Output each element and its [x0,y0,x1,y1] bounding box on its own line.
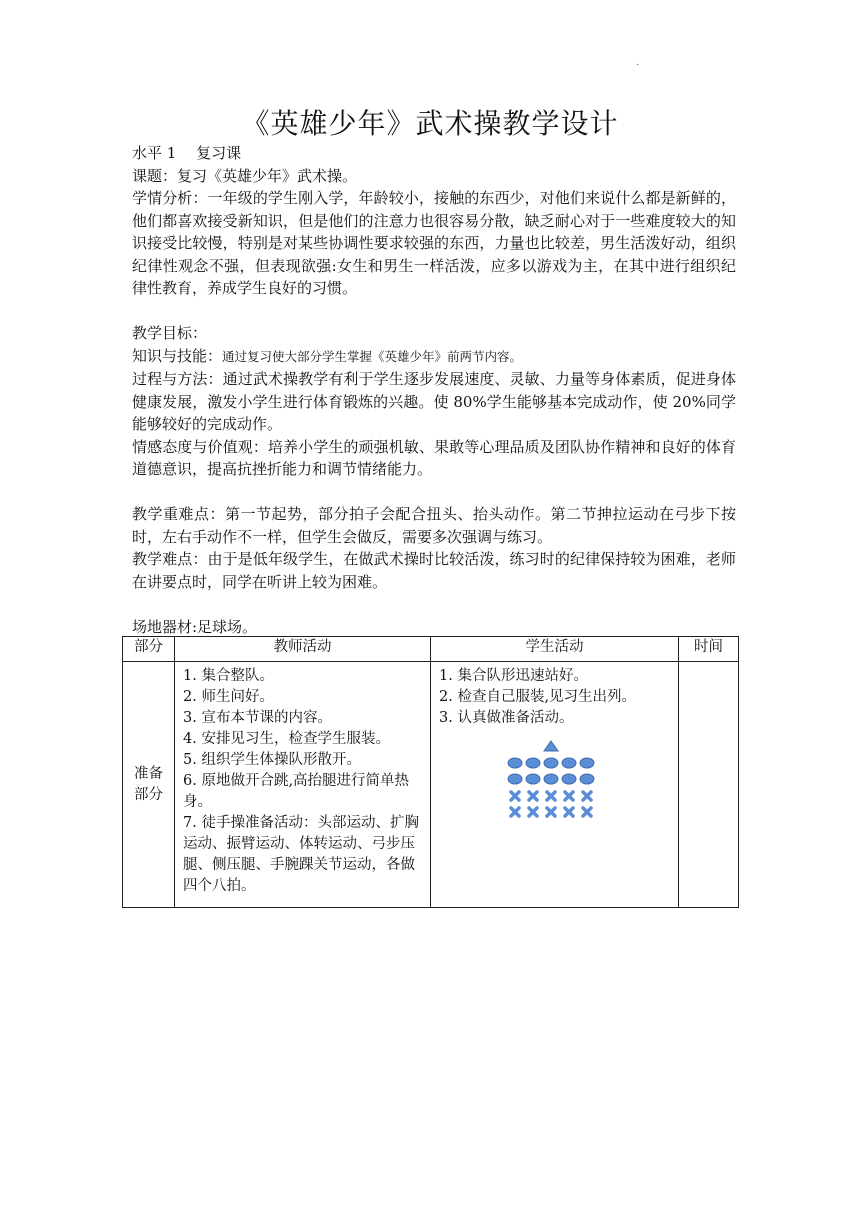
header-part: 部分 [123,637,175,662]
part-label-line2: 部分 [134,786,163,803]
student-cross-icon [547,808,555,816]
teacher-activity-item: 3. 宣布本节课的内容。 [183,710,332,726]
student-ellipse-icon [508,758,522,768]
student-ellipse-icon [562,774,576,784]
header-time: 时间 [679,637,739,662]
goal-emotion: 情感态度与价值观：培养小学生的顽强机敏、果敢等心理品质及团队协作精神和良好的体育道德意识，提高抗挫折能力和调节情绪能力。 [132,437,736,478]
venue-equipment: 场地器材:足球场。 [132,617,258,636]
teacher-activity-list [175,662,430,899]
student-activity-item: 3. 认真做准备活动。 [439,710,574,726]
goal-knowledge-label: 知识与技能： [132,346,223,365]
teacher-activity-item: 2. 师生问好。 [183,689,274,705]
page-mark: · [636,60,640,71]
student-activity-list [431,662,678,731]
goal-knowledge-text: 通过复习使大部分学生掌握《英雄少年》前两节内容。 [222,348,523,364]
document-title: 《英雄少年》武术操教学设计 [241,107,619,140]
header-student-activity: 学生活动 [431,637,679,662]
student-ellipse-icon [544,758,558,768]
teaching-difficulty: 教学难点：由于是低年级学生，在做武术操时比较活泼，练习时的纪律保持较为困难，老师在讲要点时，同学在听讲上较为困难。 [132,550,736,591]
part-cell [123,662,175,908]
teacher-activity-item: 4. 安排见习生，检查学生服装。 [183,731,390,747]
student-cross-icon [565,792,573,800]
formation-diagram [431,737,677,827]
student-cross-icon [547,792,555,800]
student-ellipse-icon [508,774,522,784]
table-row [123,662,739,908]
header-teacher-activity: 教师活动 [175,637,431,662]
student-ellipse-icon [526,774,540,784]
table-header-row [123,637,739,662]
teacher-activity-cell [175,662,431,908]
part-label-line1: 准备 [134,765,163,782]
goals-heading: 教学目标： [132,324,208,342]
student-cross-icon [565,808,573,816]
student-cross-icon [529,792,537,800]
student-ellipse-icon [544,774,558,784]
teacher-activity-item: 1. 集合整队。 [183,668,274,684]
key-points: 教学重难点：第一节起势，部分拍子会配合扭头、抬头动作。第二节抻拉运动在弓步下按时，左右手动作不一样，但学生会做反，需要多次强调与练习。 [132,505,736,546]
time-cell [679,662,739,908]
student-ellipse-icon [562,758,576,768]
goal-process: 过程与方法：通过武术操教学有利于学生逐步发展速度、灵敏、力量等身体素质，促进身体健康发展，激发小学生进行体育锻炼的兴趣。使 80%学生能够基本完成动作，使 20%同学能够较好的完成动作。 [132,370,736,433]
goal-knowledge [132,345,736,369]
student-ellipse-icon [580,758,594,768]
teacher-activity-item: 7. 徒手操准备活动：头部运动、扩胸运动、振臂运动、体转运动、弓步压腿、侧压腿、手腕踝关节运动，各做四个八拍。 [183,815,419,894]
student-activity-item: 2. 检查自己服装,见习生出列。 [439,689,637,705]
student-cross-icon [529,808,537,816]
student-cross-icon [511,792,519,800]
lesson-topic: 课题：复习《英雄少年》武术操。 [132,166,358,185]
teacher-activity-item: 5. 组织学生体操队形散开。 [183,752,361,768]
student-cross-icon [511,808,519,816]
level-line: 水平 1 复习课 [132,144,242,162]
student-ellipse-icon [526,758,540,768]
student-cross-icon [583,808,591,816]
teacher-activity-item: 6. 原地做开合跳,高抬腿进行简单热身。 [183,773,410,810]
student-activity-cell [431,662,679,908]
student-activity-item: 1. 集合队形迅速站好。 [439,668,588,684]
student-ellipse-icon [580,774,594,784]
document-body [132,142,736,638]
teacher-position-triangle-icon [544,741,558,751]
student-cross-icon [583,792,591,800]
lesson-plan-table [122,636,739,908]
student-analysis: 学情分析：一年级的学生刚入学，年龄较小，接触的东西少，对他们来说什么都是新鲜的，他们都喜欢接受新知识，但是他们的注意力也很容易分散，缺乏耐心对于一些难度较大的知识接受比较慢，特别是对某些协调性要求较强的东西，力量也比较差，男生活泼好动，组织纪律性观念不强，但表现欲强:女生和男生一样活泼，应多以游戏为主，在其中进行组织纪律性教育，养成学生良好的习惯。 [132,189,736,297]
